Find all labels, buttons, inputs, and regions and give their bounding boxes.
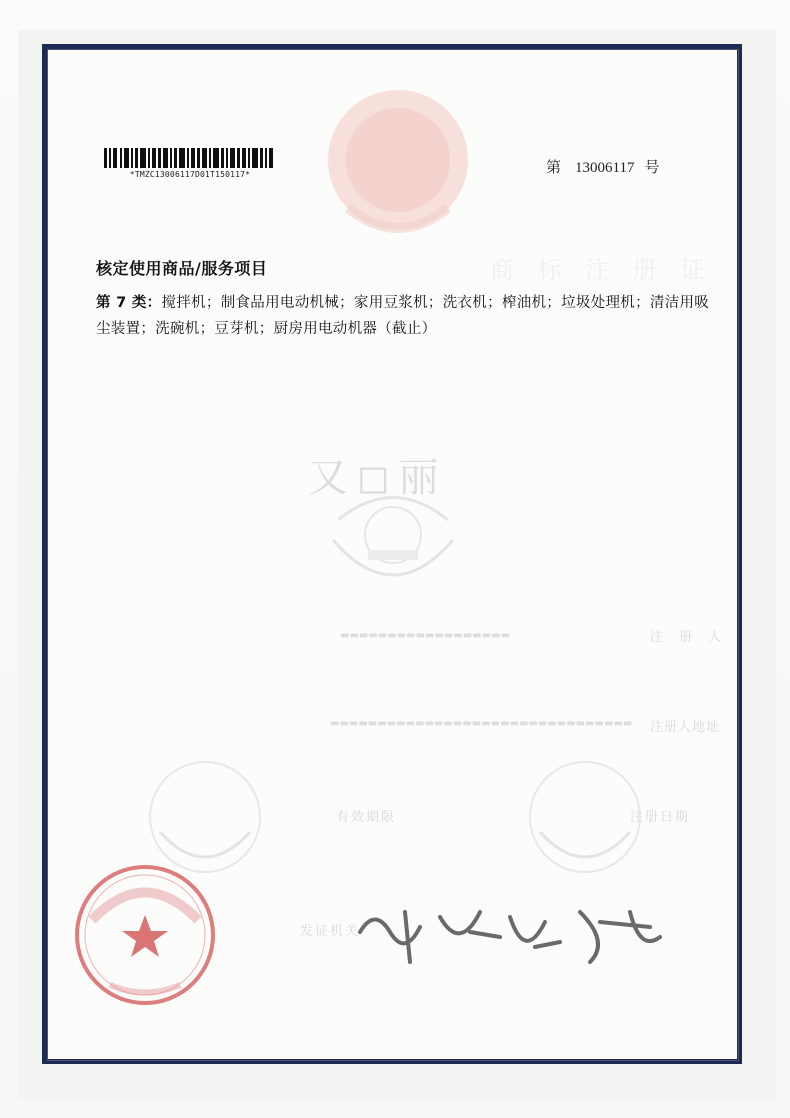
showthrough-field-registrant: 注 册 人 [650,630,728,645]
showthrough-field-address: 注册人地址 [650,720,721,735]
showthrough-field-issuer: 发证机关 [300,924,361,939]
barcode-bars [102,148,278,168]
registration-prefix: 第 [546,160,562,176]
emblem-showthrough [318,78,478,248]
director-signature [350,892,680,972]
showthrough-value-registrant: ▬▬▬▬▬▬▬▬▬▬▬▬▬▬▬▬▬▬ [340,630,511,641]
goods-class-label: 第 7 类： [96,295,162,311]
registration-suffix: 号 [644,160,660,176]
showthrough-value-address: ▬▬▬▬▬▬▬▬▬▬▬▬▬▬▬▬▬▬▬▬▬▬▬▬▬▬▬▬▬▬▬▬ [330,718,633,729]
showthrough-field-validity: 有效期限 [336,810,397,825]
showthrough-trademark: 又 ◻ 丽 [308,455,437,501]
registration-number-value: 13006117 [575,160,635,176]
official-red-seal [70,860,220,1010]
registration-number [546,156,659,177]
goods-list [96,290,716,342]
showthrough-title: 商 标 注 册 证 [490,256,713,284]
goods-items: 搅拌机；制食品用电动机械；家用豆浆机；洗衣机；榨油机；垃圾处理机；清洁用吸尘装置；洗碗机；豆芽机；厨房用电动机器（截止） [96,295,710,337]
showthrough-center-emblem [318,480,468,600]
showthrough-field-regdate: 注册日期 [630,810,691,825]
barcode [102,148,278,188]
showthrough-right-emblem [520,752,650,882]
goods-heading: 核定使用商品/服务项目 [96,259,268,278]
barcode-text: *TMZC13006117D01T150117* [129,170,251,179]
